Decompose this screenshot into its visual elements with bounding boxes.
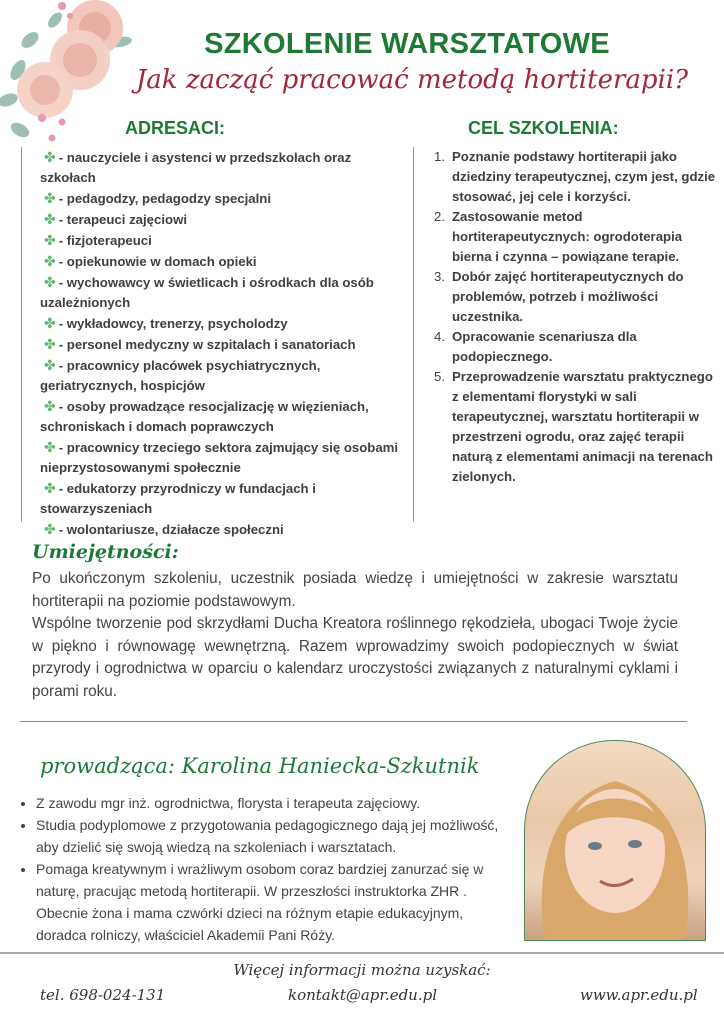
list-item: 3. Dobór zajęć hortiterapeutycznych do problemów, potrzeb i możliwości uczestnika. xyxy=(434,269,684,324)
page-subtitle: Jak zacząć pracować metodą hortiterapii? xyxy=(135,65,689,95)
section-divider xyxy=(20,721,687,722)
skills-heading: Umiejętności: xyxy=(32,541,179,563)
list-item: ✤ - wolontariusze, działacze społeczni xyxy=(44,521,284,537)
list-item: ✤ - opiekunowie w domach opieki xyxy=(44,253,257,269)
list-item: ✤ - nauczyciele i asystenci w przedszkolach oraz szkołach xyxy=(40,149,352,185)
clover-icon: ✤ xyxy=(44,190,56,206)
list-item: ✤ - pedagodzy, pedagodzy specjalni xyxy=(44,190,271,206)
bio-item: • Studia podyplomowe z przygotowania pedagogicznego dają jej możliwość, aby dzielić się swoją wiedzą na szkoleniach i warsztatach. xyxy=(36,814,514,858)
list-item: 2. Zastosowanie metod hortiterapeutycznych: ogrodoterapia bierna i czynna – powiązane terapie. xyxy=(434,209,683,264)
trainer-heading: prowadząca: Karolina Haniecka-Szkutnik xyxy=(40,754,480,778)
trainer-photo xyxy=(524,740,706,941)
clover-icon: ✤ xyxy=(44,253,56,269)
bio-item: • Z zawodu mgr inż. ogrodnictwa, florysta i terapeuta zajęciowy. xyxy=(36,792,514,814)
list-item: ✤ - fizjoterapeuci xyxy=(44,232,152,248)
clover-icon: ✤ xyxy=(44,336,56,352)
skills-paragraph: Po ukończonym szkoleniu, uczestnik posiada wiedzę i umiejętności w zakresie warsztatu hortiterapii na poziomie podstawowym. xyxy=(32,570,678,610)
clover-icon: ✤ xyxy=(44,211,56,227)
cel-heading: CEL SZKOLENIA: xyxy=(468,118,619,138)
list-item: ✤ - pracownicy trzeciego sektora zajmujący się osobami nieprzystosowanymi społecznie xyxy=(40,439,399,475)
list-item: ✤ - edukatorzy przyrodniczy w fundacjach i stowarzyszeniach xyxy=(40,480,316,516)
clover-icon: ✤ xyxy=(44,398,56,414)
list-item: ✤ - terapeuci zajęciowi xyxy=(44,211,187,227)
clover-icon: ✤ xyxy=(44,521,56,537)
clover-icon: ✤ xyxy=(44,357,56,373)
list-item: ✤ - personel medyczny w szpitalach i sanatoriach xyxy=(44,336,356,352)
clover-icon: ✤ xyxy=(44,274,56,290)
phone-number[interactable]: tel. 698-024-131 xyxy=(40,986,166,1004)
website-link[interactable]: www.apr.edu.pl xyxy=(580,986,698,1004)
list-item: 5. Przeprowadzenie warsztatu praktycznego z elementami florystyki w sali terapeutycznej, warsztatu hortiterapii w przestrzeni ogrodu, oraz zajęć terapii naturą z elementami animacji na terenach zielonych. xyxy=(434,369,713,484)
skills-body xyxy=(32,568,678,703)
footer-divider xyxy=(0,952,724,954)
cel-list xyxy=(434,147,719,487)
list-item: ✤ - pracownicy placówek psychiatrycznych, geriatrycznych, hospicjów xyxy=(40,357,321,393)
email-link[interactable]: kontakt@apr.edu.pl xyxy=(288,986,438,1004)
page-title: SZKOLENIE WARSZTATOWE xyxy=(204,28,610,60)
clover-icon: ✤ xyxy=(44,149,56,165)
list-item: 1. Poznanie podstawy hortiterapii jako dziedziny terapeutycznej, czym jest, gdzie stosować, jej cele i korzyści. xyxy=(434,149,716,204)
clover-icon: ✤ xyxy=(44,439,56,455)
bio-item: • Pomaga kreatywnym i wrażliwym osobom coraz bardziej zanurzać się w naturę, pracując metodą hortiterapii. W przeszłości instruktorka ZHR . Obecnie żona i mama czwórki dzieci na różnym etapie edukacyjnym, doradca rolniczy, właściciel Akademii Pani Róży. xyxy=(36,858,514,946)
list-item: ✤ - wychowawcy w świetlicach i ośrodkach dla osób uzależnionych xyxy=(40,274,374,310)
list-item: ✤ - wykładowcy, trenerzy, psycholodzy xyxy=(44,315,288,331)
clover-icon: ✤ xyxy=(44,232,56,248)
left-divider xyxy=(21,147,22,522)
list-item: ✤ - osoby prowadzące resocjalizację w więzieniach, schroniskach i domach poprawczych xyxy=(40,398,369,434)
portrait-icon xyxy=(525,741,705,940)
adresaci-heading: ADRESACI: xyxy=(125,118,226,138)
skills-paragraph: Wspólne tworzenie pod skrzydłami Ducha Kreatora roślinnego rękodzieła, ubogaci Twoje życie w piękno i równowagę wewnętrzną. Razem wprowadzimy swoich podopiecznych w świat przyrody i ogrodnictwa w oparciu o kalendarz uroczystości związanych z naturalnymi cyklami i porami roku. xyxy=(32,615,678,700)
clover-icon: ✤ xyxy=(44,480,56,496)
column-divider xyxy=(413,147,414,522)
clover-icon: ✤ xyxy=(44,315,56,331)
trainer-bio xyxy=(14,792,514,946)
more-info-label: Więcej informacji można uzyskać: xyxy=(233,961,491,979)
adresaci-list xyxy=(40,147,410,540)
list-item: 4. Opracowanie scenariusza dla podopiecznego. xyxy=(434,329,637,364)
